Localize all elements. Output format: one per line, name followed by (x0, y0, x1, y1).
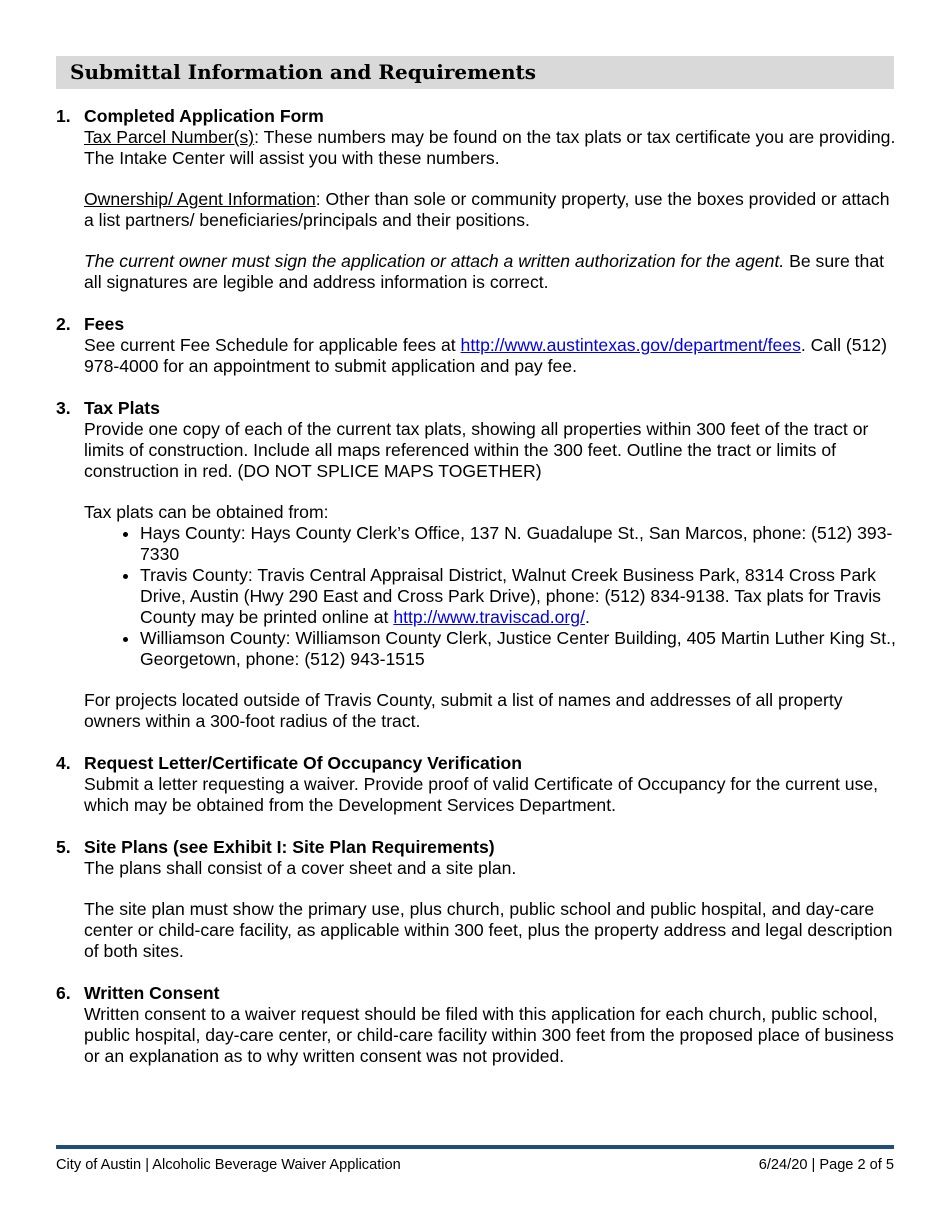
written-consent-paragraph: Written consent to a waiver request should be filed with this application for each church, public school, public hospital, day-care center, or child-care facility within 300 feet from the proposed place of business or an explanation as to why written consent was not provided. (84, 1004, 894, 1066)
list-item-text-post: . (584, 607, 590, 627)
fee-schedule-link[interactable]: http://www.austintexas.gov/department/fees (460, 335, 801, 355)
section-number: 6. (56, 983, 71, 1003)
fees-text-pre: See current Fee Schedule for applicable fees at (84, 335, 461, 355)
section-banner (56, 56, 894, 89)
section-title: Written Consent (84, 983, 220, 1003)
tax-plats-sources-list (84, 523, 896, 670)
section-title: Tax Plats (84, 398, 160, 418)
signature-italic-text: The current owner must sign the application or attach a written authorization for the agent. (84, 251, 785, 271)
tax-parcel-paragraph (84, 127, 896, 169)
section-application-form (56, 106, 896, 293)
tax-parcel-text: : These numbers may be found on the tax plats or tax certificate you are providing. The Intake Center will assist you with these numbers. (84, 127, 896, 168)
section-title: Site Plans (see Exhibit I: Site Plan Requirements) (84, 837, 495, 857)
fees-paragraph (84, 335, 896, 377)
signature-paragraph (84, 251, 896, 293)
footer-page-info: 6/24/20 | Page 2 of 5 (758, 1157, 894, 1173)
section-tax-plats (56, 398, 896, 732)
ownership-text: : Other than sole or community property, use the boxes provided or attach a list partners/ beneficiaries/principals and their positions. (84, 189, 890, 230)
list-item-text: Travis County: Travis Central Appraisal District, Walnut Creek Business Park, 8314 Cross Park Drive, Austin (Hwy 290 East and Cross Park Drive), phone: (512) 834-9138. Tax plats for Travis County may be printed online at (140, 565, 881, 627)
section-number: 2. (56, 314, 71, 334)
signature-text: Be sure that all signatures are legible and address information is correct. (84, 251, 884, 292)
list-item: • Hays County: Hays County Clerk’s Office, 137 N. Guadalupe St., San Marcos, phone: (512) 393-7330 (140, 523, 896, 565)
requirements-list (56, 106, 896, 1088)
section-site-plans (56, 837, 896, 962)
request-letter-paragraph: Submit a letter requesting a waiver. Provide proof of valid Certificate of Occupancy for the current use, which may be obtained from the Development Services Department. (84, 774, 879, 815)
ownership-label: Ownership/ Agent Information (84, 189, 316, 209)
tax-plats-paragraph: Provide one copy of each of the current tax plats, showing all properties within 300 feet of the tract or limits of construction. Include all maps referenced within the 300 feet. Outline the tract or limits of construction in red. (DO NOT SPLICE MAPS TOGETHER) (84, 419, 869, 481)
outside-travis-paragraph: For projects located outside of Travis County, submit a list of names and addresses of all property owners within a 300-foot radius of the tract. (84, 690, 843, 731)
section-number: 3. (56, 398, 71, 418)
list-item (140, 565, 896, 628)
footer-divider (56, 1145, 894, 1149)
page-title: Submittal Information and Requirements (70, 60, 537, 84)
section-number: 4. (56, 753, 71, 773)
ownership-paragraph (84, 189, 896, 231)
section-title: Completed Application Form (84, 106, 324, 126)
fees-text-post: . Call (512) 978-4000 for an appointment to submit application and pay fee. (84, 335, 887, 376)
section-written-consent (56, 983, 896, 1067)
section-title: Request Letter/Certificate Of Occupancy Verification (84, 753, 523, 773)
section-number: 1. (56, 106, 71, 126)
tax-parcel-label: Tax Parcel Number(s) (84, 127, 255, 147)
section-number: 5. (56, 837, 71, 857)
list-item: • Williamson County: Williamson County Clerk, Justice Center Building, 405 Martin Luther King St., Georgetown, phone: (512) 943-1515 (140, 628, 896, 670)
section-request-letter (56, 753, 896, 816)
footer-document-title: City of Austin | Alcoholic Beverage Waiver Application (56, 1157, 401, 1173)
site-plans-paragraph: The plans shall consist of a cover sheet and a site plan. (84, 858, 517, 878)
tax-plats-sources-intro: Tax plats can be obtained from: (84, 502, 329, 522)
section-title: Fees (84, 314, 125, 334)
section-fees (56, 314, 896, 377)
site-plan-details-paragraph: The site plan must show the primary use, plus church, public school and public hospital, and day-care center or child-care facility, as applicable within 300 feet, plus the property address and legal description of both sites. (84, 899, 893, 961)
traviscad-link[interactable]: http://www.traviscad.org/ (393, 607, 585, 627)
